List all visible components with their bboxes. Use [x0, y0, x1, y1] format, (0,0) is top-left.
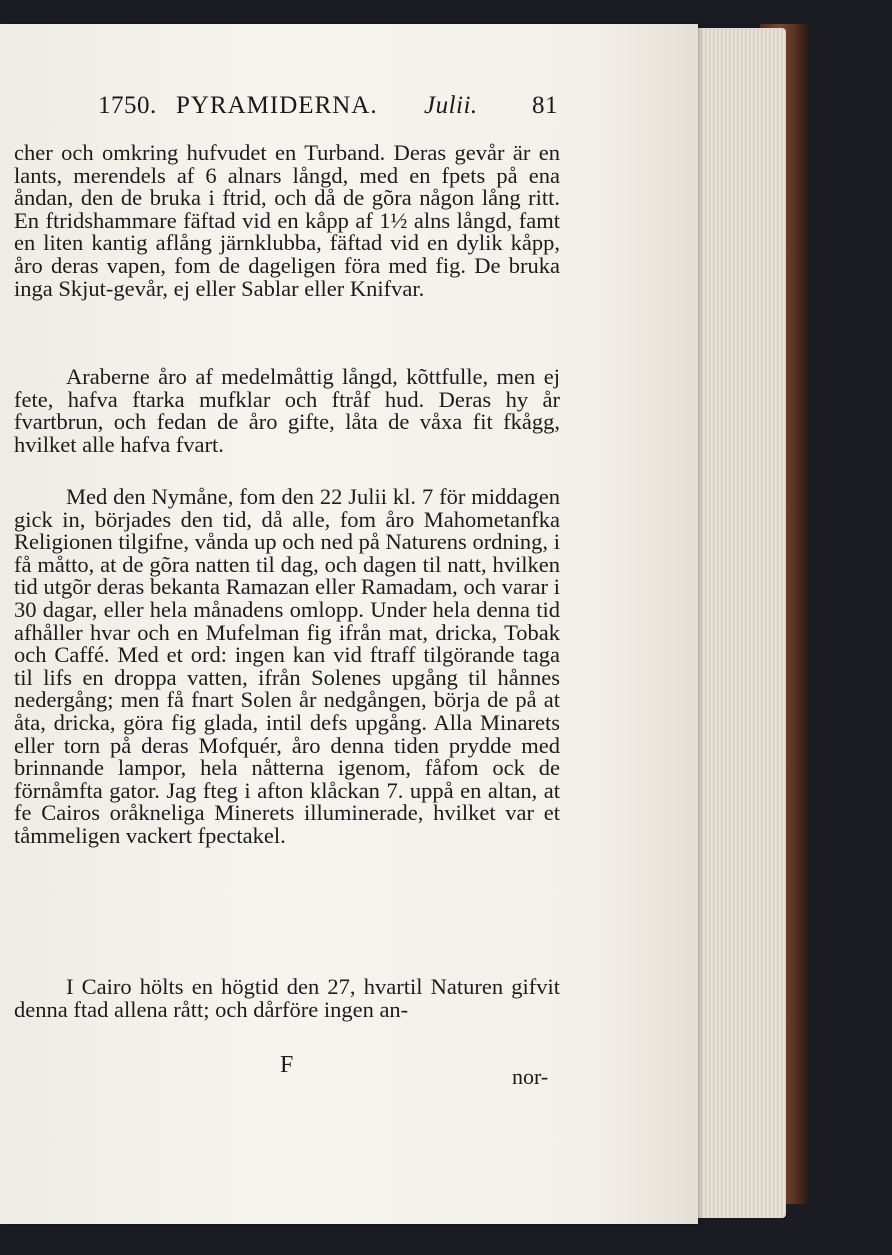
signature-mark: F — [280, 1052, 294, 1078]
header-title: PYRAMIDERNA. — [176, 92, 378, 119]
header-year: 1750. — [98, 92, 157, 119]
text-block-3 — [14, 486, 560, 848]
paragraph-2: Araberne åro af medelmåttig långd, kõttfulle, men ej fete, hafva ftarka mufklar och ftråf hud. Deras hy år fvartbrun, och fedan de åro gifte, låta de våxa fit fkågg, hvilket alle hafva fvart. — [14, 364, 560, 457]
running-header — [98, 92, 558, 128]
catchword: nor- — [512, 1064, 549, 1089]
paragraph-3: Med den Nymåne, fom den 22 Julii kl. 7 för middagen gick in, börjades den tid, då alle, fom åro Mahometanfka Religionen tilgifne, vånda up och ned på Naturens ordning, i få måtto, at de gõra natten til dag, och dagen til natt, hvilken tid utgõr deras bekanta Ramazan eller Ramadam, och varar i 30 dagar, eller hela månadens omlopp. Under hela denna tid afhåller hvar och en Mufelman fig ifrån mat, dricka, Tobak och Caffé. Med et ord: ingen kan vid ftraff tilgörande taga til lifs en droppa vatten, ifrån Solenes upgång til hånnes nedergång; men få fnart Solen år nedgången, börja de på at åta, dricka, göra fig glada, intil defs upgång. Alla Minarets eller torn på deras Mofquér, åro denna tiden prydde med brinnande lampor, hela nåtterna igenom, fåfom ock de förnåmfta gator. Jag fteg i afton klåckan 7. uppå en altan, at fe Cairos oråkneliga Minerets illuminerade, hvilket var et tåmmeligen vackert fpectakel. — [14, 484, 560, 848]
header-month: Julii. — [424, 92, 478, 119]
book-page — [0, 24, 698, 1224]
text-block-1 — [14, 142, 560, 300]
text-block-2 — [14, 366, 560, 456]
paragraph-4: I Cairo hölts en högtid den 27, hvartil Naturen gifvit denna ftad allena rått; och dårföre ingen an- — [14, 974, 560, 1022]
page-edges — [686, 28, 786, 1218]
paragraph-1: cher och omkring hufvudet en Turband. Deras gevår är en lants, merendels af 6 alnars långd, med en fpets på ena åndan, den de bruka i ftrid, och då de gõra någon lång ritt. En ftridshammare fäftad vid en kåpp af 1½ alns långd, famt en liten kantig aflång järnklubba, fäftad vid en dylik kåpp, åro deras vapen, fom de dageligen föra med fig. De bruka inga Skjut-gevår, ej eller Sablar eller Knifvar. — [14, 140, 560, 301]
text-block-4 — [14, 976, 560, 1021]
page-number: 81 — [532, 92, 558, 119]
